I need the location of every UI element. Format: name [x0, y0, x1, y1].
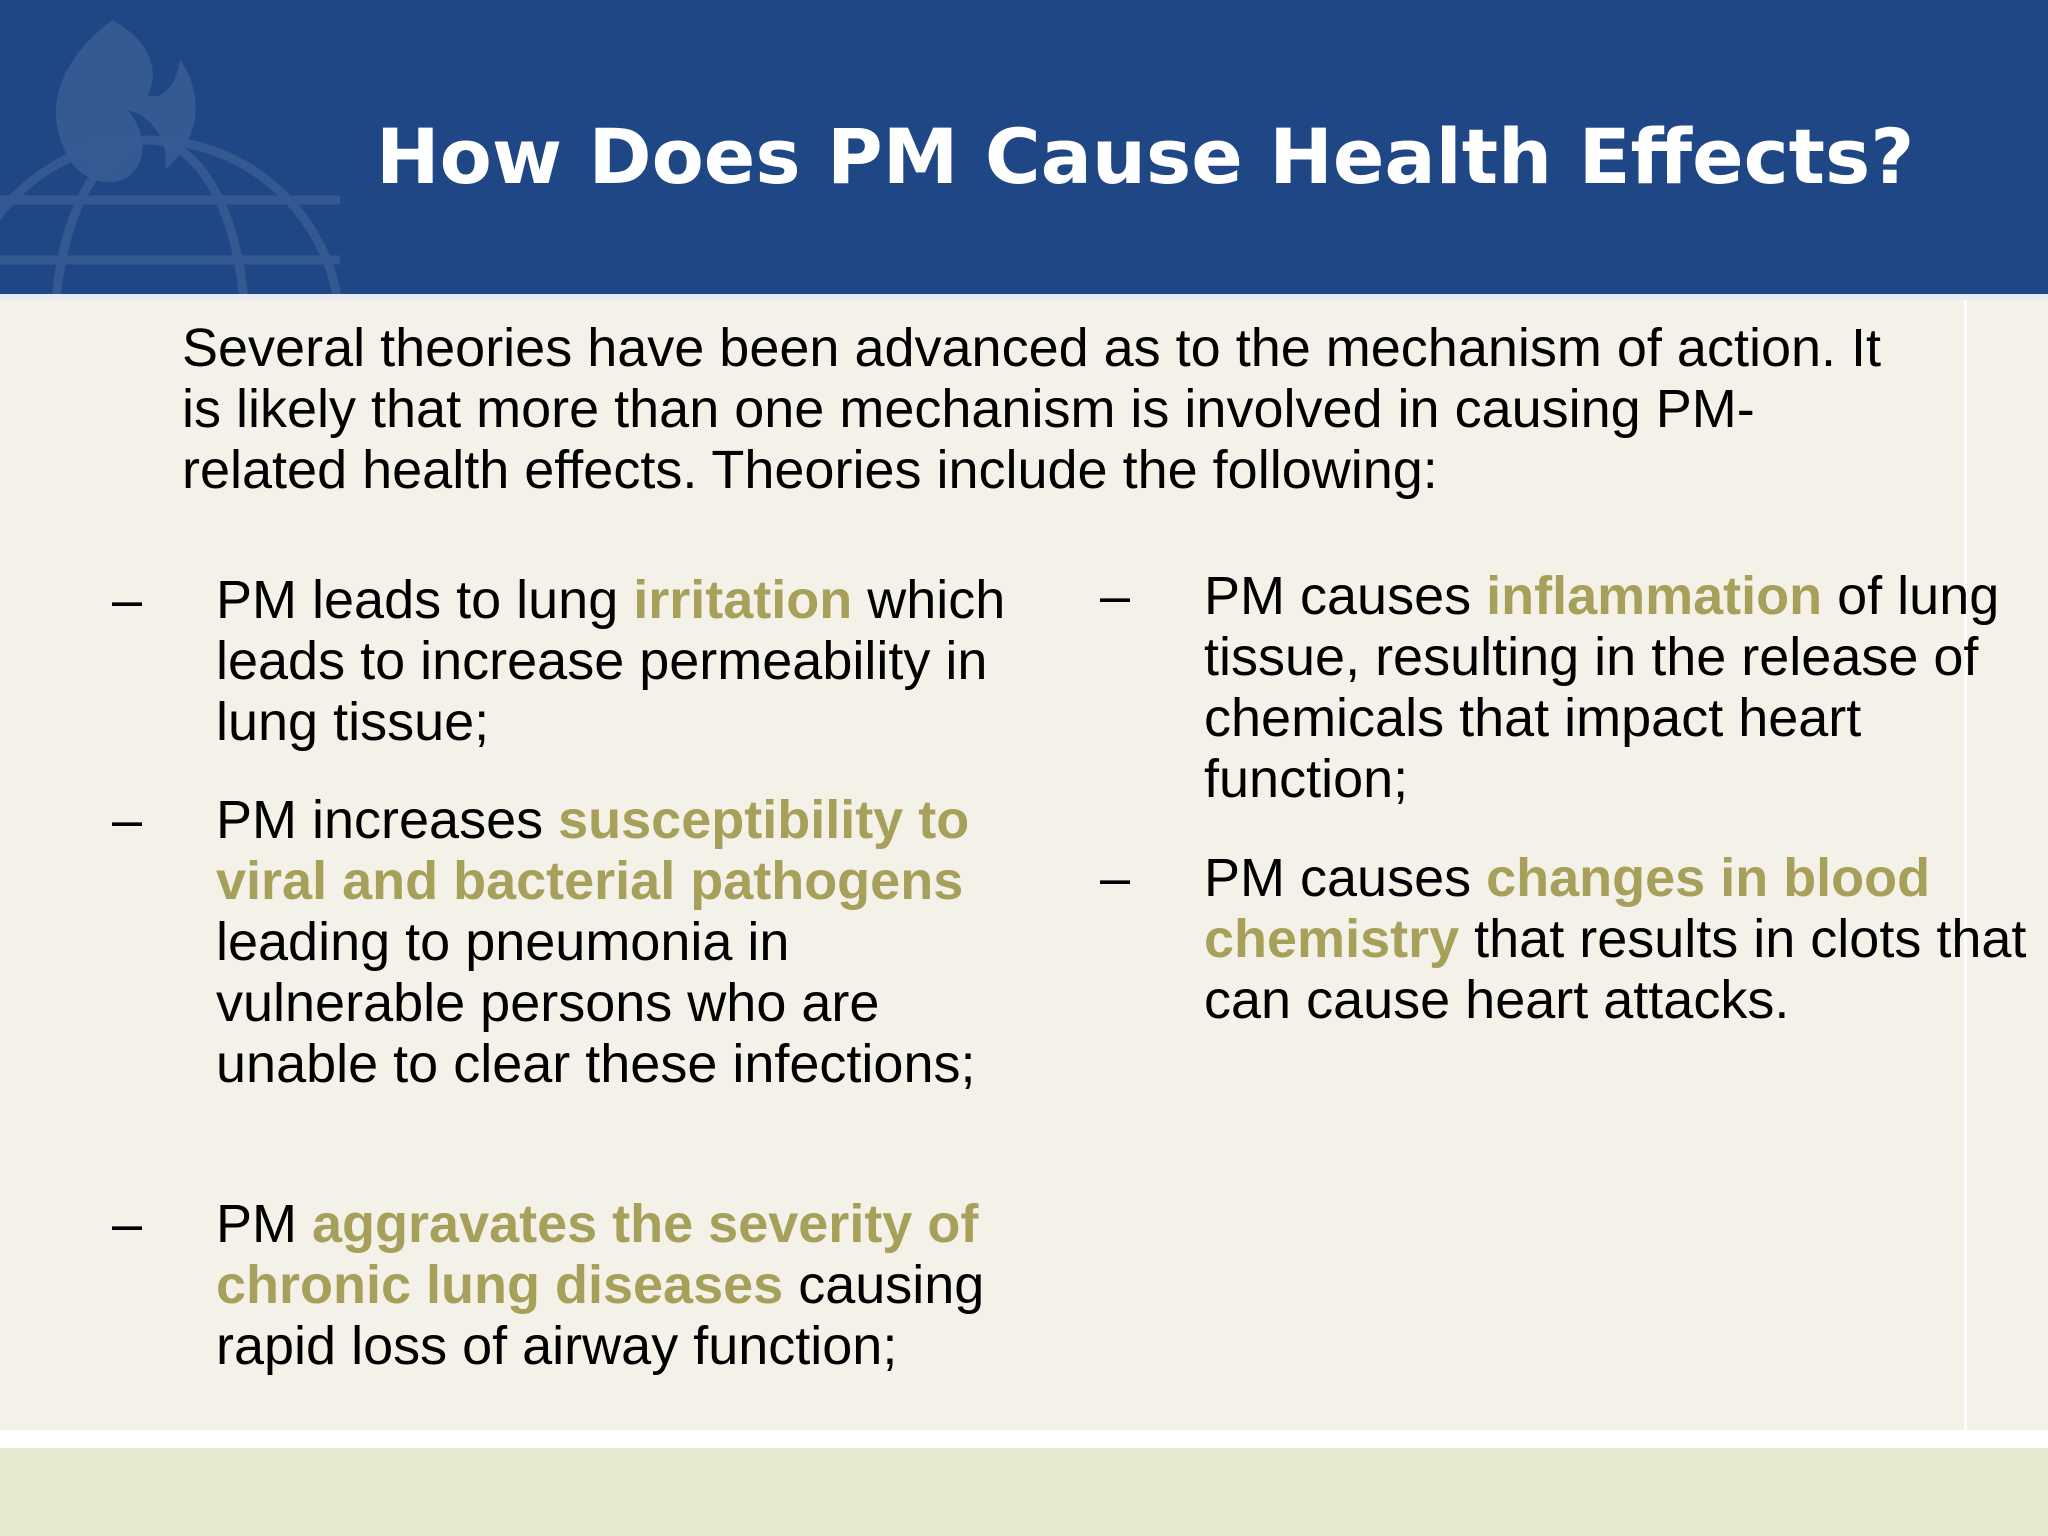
bullet-text-plain: PM causes — [1204, 848, 1487, 908]
intro-paragraph: Several theories have been advanced as to the mechanism of action. It is likely that more than one mechanism is involved in causing PM-related health effects. Theories include the following: — [182, 318, 1882, 500]
bullet-text-plain: PM — [216, 1194, 313, 1254]
bullet-dash: – — [112, 570, 143, 630]
bullet-text — [1204, 566, 2044, 810]
slide-title: How Does PM Cause Health Effects? — [376, 112, 1915, 201]
bullet-text-plain: PM increases — [216, 790, 559, 850]
bullet-text — [216, 1194, 1036, 1377]
bullet-text-plain: causing rapid loss of airway function; — [216, 1255, 985, 1376]
bullet-text — [216, 570, 1036, 753]
bullet-text — [1204, 848, 2044, 1031]
bullet-dash: – — [112, 790, 143, 850]
bullet-highlight: irritation — [633, 570, 853, 630]
bullet-text — [216, 790, 1036, 1095]
bullet-text-plain: which leads to increase permeability in lung tissue; — [216, 570, 1006, 752]
footer-divider — [0, 1430, 2048, 1448]
bullet-dash: – — [1100, 848, 1131, 908]
flame-globe-logo-icon — [0, 0, 360, 294]
bullet-text-plain: that results in clots that can cause heart attacks. — [1204, 909, 2027, 1030]
bullet-dash: – — [1100, 566, 1131, 626]
bullet-highlight: aggravates the severity of chronic lung diseases — [216, 1194, 979, 1315]
bullet-dash: – — [112, 1194, 143, 1254]
footer-band — [0, 1448, 2048, 1536]
bullet-highlight: inflammation — [1486, 566, 1823, 626]
bullet-highlight: changes in blood chemistry — [1204, 848, 1931, 969]
bullet-text-plain: of lung tissue, resulting in the release of chemicals that impact heart function; — [1204, 566, 2000, 809]
bullet-text-plain: PM causes — [1204, 566, 1487, 626]
title-banner — [0, 0, 2048, 294]
bullet-highlight: susceptibility to viral and bacterial pathogens — [216, 790, 970, 911]
bullet-text-plain: leading to pneumonia in vulnerable persons who are unable to clear these infections; — [216, 912, 976, 1094]
bullet-text-plain: PM leads to lung — [216, 570, 634, 630]
